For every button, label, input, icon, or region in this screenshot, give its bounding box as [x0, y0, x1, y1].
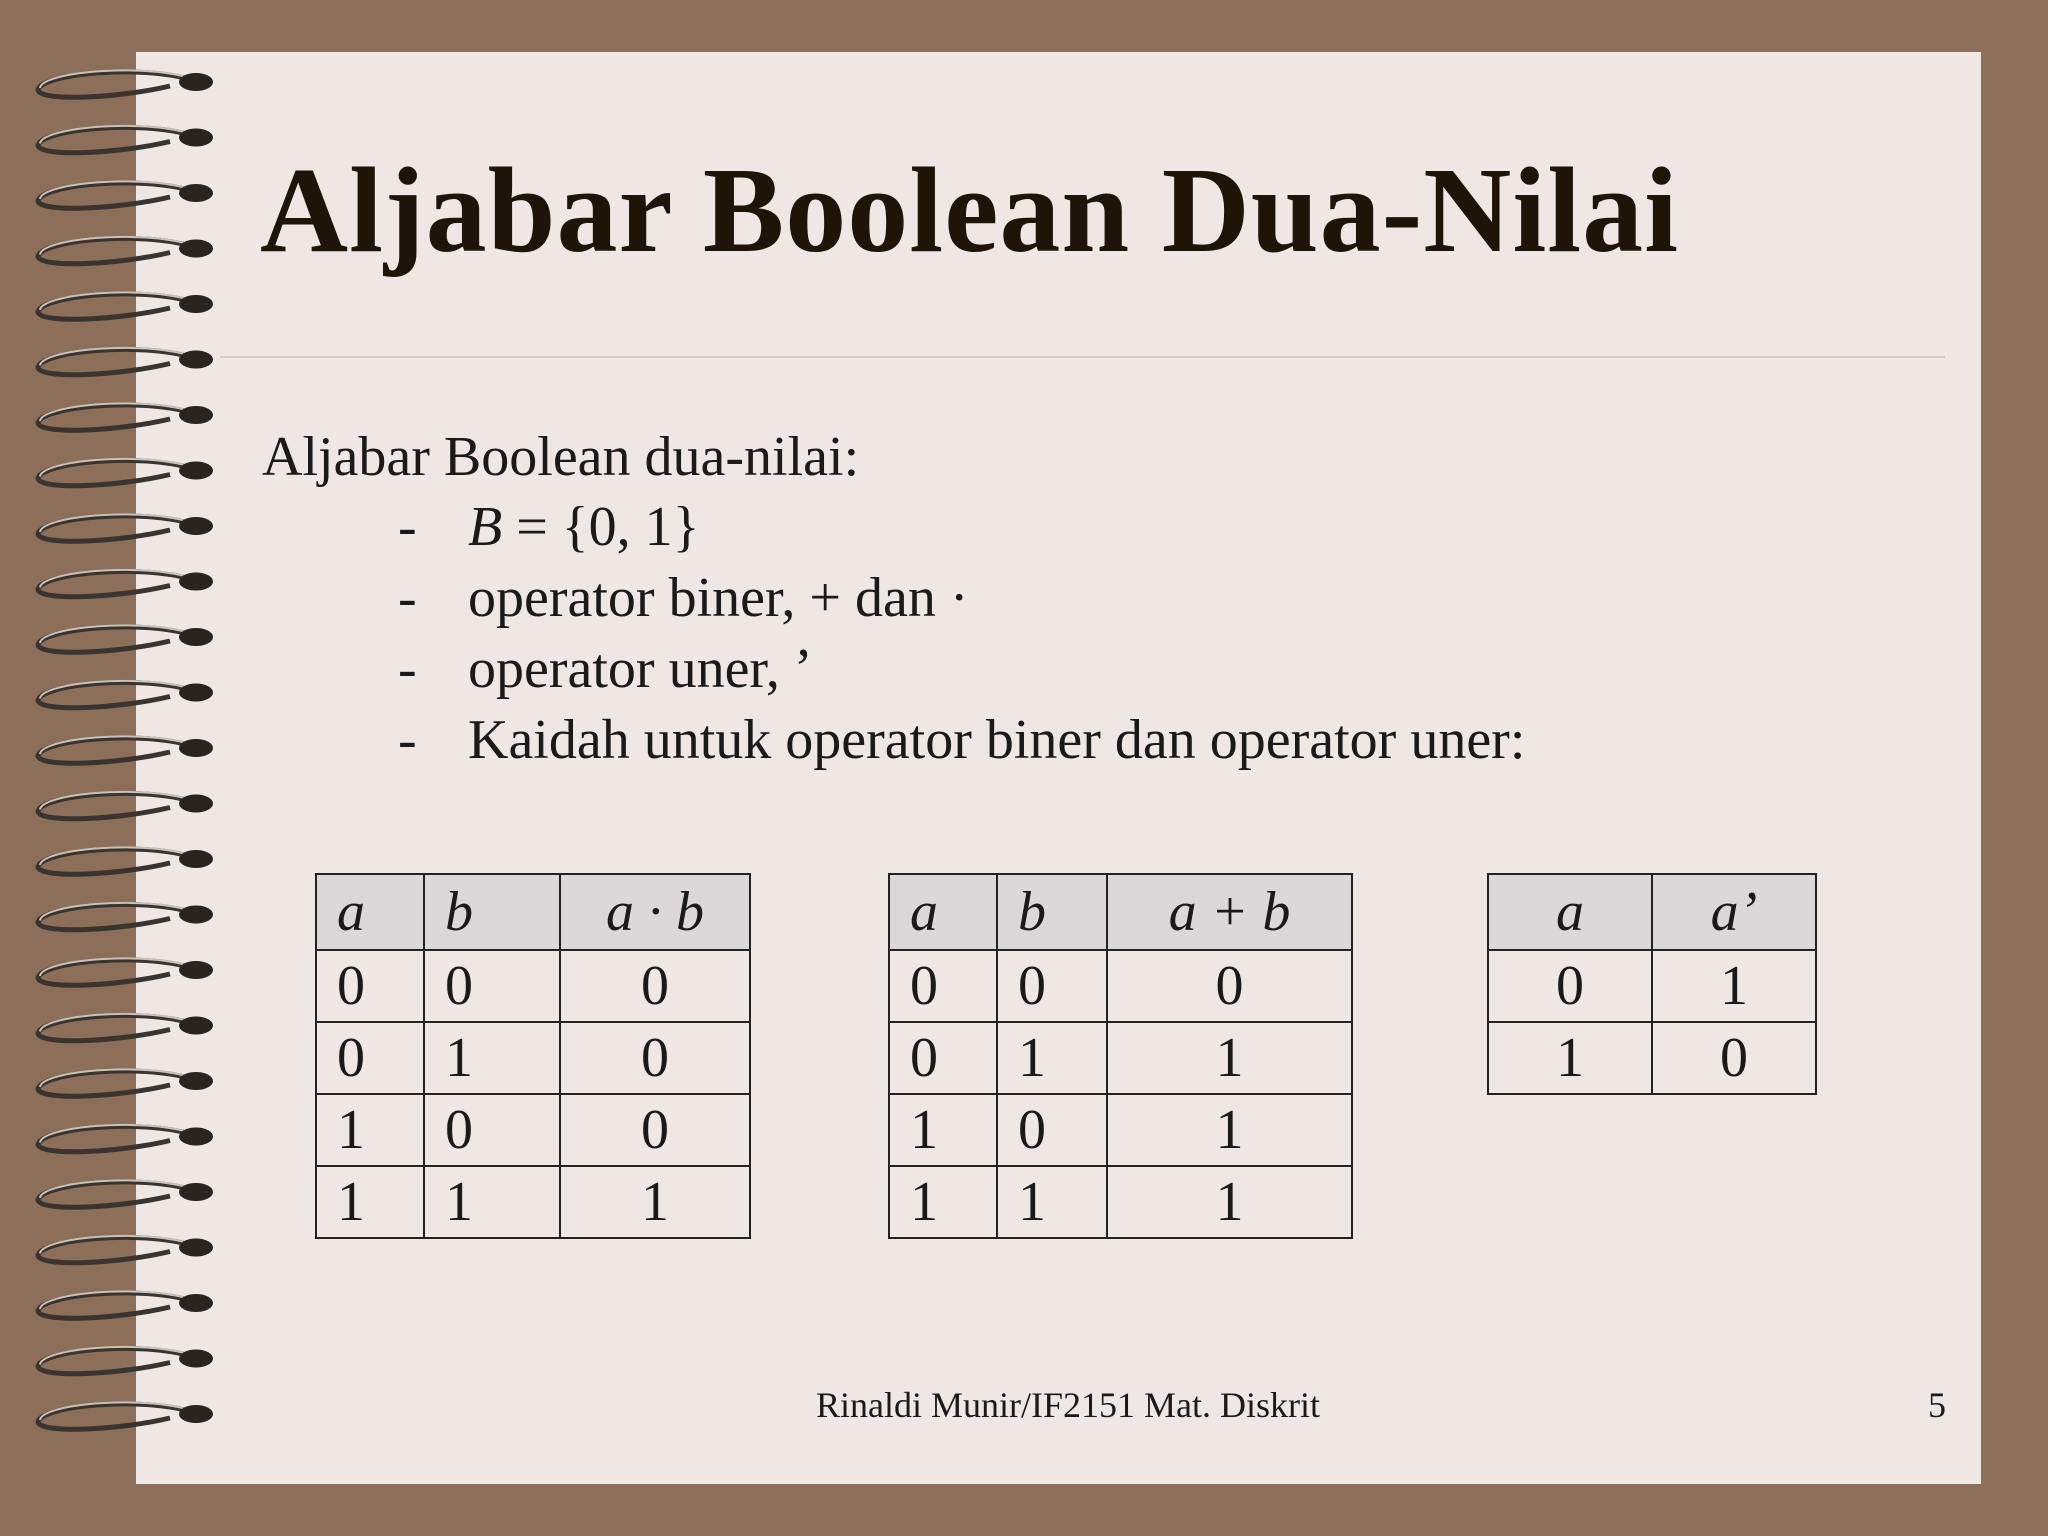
bullet-dash: -	[398, 496, 417, 558]
cell: 0	[316, 1022, 424, 1094]
cell: 0	[316, 950, 424, 1022]
bullet-item	[398, 492, 1525, 563]
cell: 1	[889, 1094, 997, 1166]
or-truth-table	[888, 873, 1353, 1239]
cell: 1	[1107, 1166, 1352, 1238]
binding-hole	[179, 1405, 213, 1423]
cell: 1	[560, 1166, 750, 1238]
cell: 1	[1107, 1022, 1352, 1094]
binding-hole	[179, 517, 213, 535]
table-row	[889, 1166, 1352, 1238]
binding-hole	[179, 462, 213, 480]
cell: 0	[997, 1094, 1107, 1166]
table-row	[316, 950, 750, 1022]
table-header-row	[316, 874, 750, 950]
binding-hole	[179, 73, 213, 91]
binding-hole	[179, 1294, 213, 1312]
binding-hole	[179, 240, 213, 258]
cell: 0	[1488, 950, 1652, 1022]
binding-hole	[179, 351, 213, 369]
title-divider	[220, 356, 1945, 358]
cell: 1	[1107, 1094, 1352, 1166]
binding-hole	[179, 295, 213, 313]
binding-hole	[179, 961, 213, 979]
cell: 0	[560, 1022, 750, 1094]
not-truth-table	[1487, 873, 1817, 1095]
header-cell: a + b	[1107, 874, 1352, 950]
header-cell: a · b	[560, 874, 750, 950]
spiral-binding-decoration	[0, 0, 240, 1536]
bullet-text: = {0, 1}	[502, 496, 700, 558]
binding-hole	[179, 1350, 213, 1368]
cell: 0	[560, 950, 750, 1022]
bullet-item	[398, 705, 1525, 776]
cell: 0	[1652, 1022, 1816, 1094]
table-row	[889, 1022, 1352, 1094]
cell: 1	[424, 1022, 560, 1094]
cell: 0	[424, 1094, 560, 1166]
set-variable: B	[468, 496, 503, 558]
bullet-dash: -	[398, 567, 417, 629]
intro-text: Aljabar Boolean dua-nilai:	[262, 426, 860, 488]
table-row	[316, 1022, 750, 1094]
header-cell: a’	[1652, 874, 1816, 950]
cell: 0	[997, 950, 1107, 1022]
table-header-row	[889, 874, 1352, 950]
bullet-item	[398, 563, 1525, 634]
and-truth-table	[315, 873, 751, 1239]
table-row	[889, 1094, 1352, 1166]
binding-hole	[179, 906, 213, 924]
cell: 1	[316, 1094, 424, 1166]
binding-hole	[179, 1017, 213, 1035]
table-row	[1488, 1022, 1816, 1094]
page-number: 5	[1928, 1385, 1946, 1425]
cell: 0	[1107, 950, 1352, 1022]
binding-hole	[179, 628, 213, 646]
header-cell: b	[997, 874, 1107, 950]
cell: 1	[424, 1166, 560, 1238]
cell: 0	[424, 950, 560, 1022]
bullet-dash: -	[398, 709, 417, 771]
cell: 1	[997, 1166, 1107, 1238]
bullet-item	[398, 634, 1525, 705]
footer-credit: Rinaldi Munir/IF2151 Mat. Diskrit	[816, 1385, 1320, 1425]
header-cell: a	[889, 874, 997, 950]
slide-title: Aljabar Boolean Dua-Nilai	[260, 143, 1680, 278]
header-cell: a	[1488, 874, 1652, 950]
bullet-text: operator biner, + dan ·	[468, 567, 969, 629]
table-row	[1488, 950, 1816, 1022]
cell: 0	[889, 1022, 997, 1094]
cell: 0	[889, 950, 997, 1022]
binding-hole	[179, 1128, 213, 1146]
bullet-text: Kaidah untuk operator biner dan operator uner:	[468, 709, 1526, 771]
binding-hole	[179, 1072, 213, 1090]
table-row	[316, 1094, 750, 1166]
bullet-text: operator uner, ’	[468, 638, 813, 700]
binding-hole	[179, 184, 213, 202]
table-row	[889, 950, 1352, 1022]
binding-hole	[179, 129, 213, 147]
cell: 1	[316, 1166, 424, 1238]
binding-hole	[179, 573, 213, 591]
bullet-list	[398, 492, 1525, 776]
binding-hole	[179, 739, 213, 757]
header-cell: a	[316, 874, 424, 950]
binding-hole	[179, 1239, 213, 1257]
table-row	[316, 1166, 750, 1238]
binding-hole	[179, 406, 213, 424]
cell: 1	[889, 1166, 997, 1238]
bullet-dash: -	[398, 638, 417, 700]
cell: 0	[560, 1094, 750, 1166]
cell: 1	[1652, 950, 1816, 1022]
binding-hole	[179, 684, 213, 702]
binding-hole	[179, 795, 213, 813]
binding-hole	[179, 1183, 213, 1201]
cell: 1	[997, 1022, 1107, 1094]
table-header-row	[1488, 874, 1816, 950]
cell: 1	[1488, 1022, 1652, 1094]
binding-hole	[179, 850, 213, 868]
header-cell: b	[424, 874, 560, 950]
